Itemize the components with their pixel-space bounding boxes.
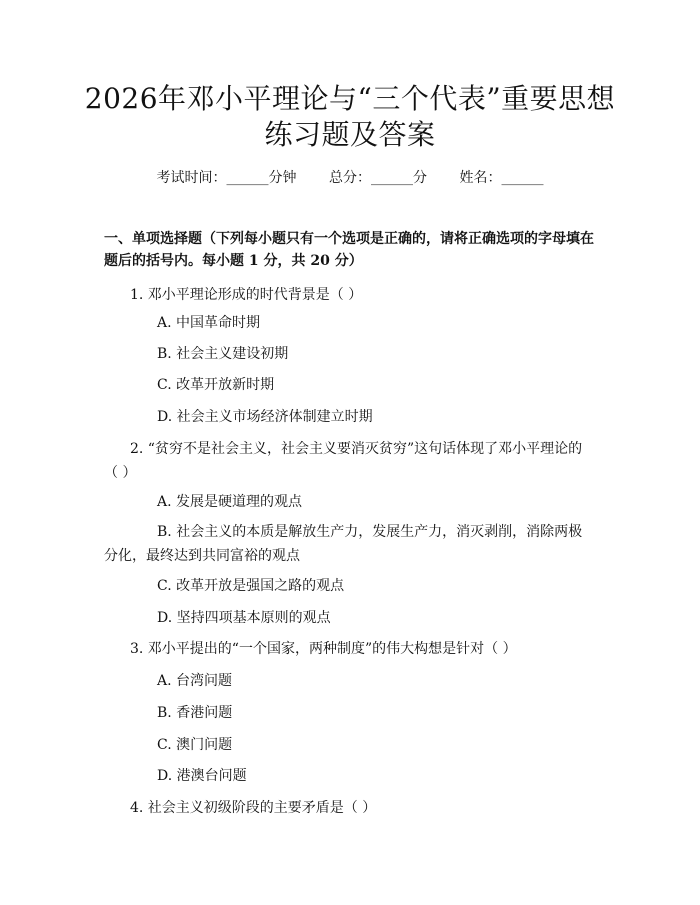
question-3-option-d: D. 港澳台问题	[157, 768, 247, 784]
question-1-option-b: B. 社会主义建设初期	[157, 346, 289, 362]
question-1-option-c: C. 改革开放新时期	[157, 377, 275, 393]
exam-time-field: 考试时间：______分钟	[156, 170, 297, 186]
section-header-single-choice: 一、单项选择题（下列每小题只有一个选项是正确的，请将正确选项的字母填在题后的括号内。每小题 1 分，共 20 分）	[104, 231, 594, 269]
question-2-option-d: D. 坚持四项基本原则的观点	[157, 610, 331, 626]
question-3-option-c: C. 澳门问题	[157, 737, 233, 753]
question-1-stem: 1. 邓小平理论形成的时代背景是（ ）	[130, 287, 363, 303]
total-score-field: 总分：______分	[329, 170, 427, 186]
question-2-option-c: C. 改革开放是强国之路的观点	[157, 578, 345, 594]
name-field: 姓名：______	[459, 170, 544, 186]
exam-info-line	[0, 168, 700, 188]
document-title-line-1: 2026年邓小平理论与“三个代表”重要思想	[84, 82, 616, 115]
question-3-option-b: B. 香港问题	[157, 705, 233, 721]
question-2-option-a: A. 发展是硬道理的观点	[157, 494, 303, 510]
question-1-option-d: D. 社会主义市场经济体制建立时期	[157, 409, 373, 425]
document-title-line-2: 练习题及答案	[264, 118, 436, 151]
question-3-stem: 3. 邓小平提出的“一个国家，两种制度”的伟大构想是针对（ ）	[130, 641, 517, 657]
question-2-option-b: B. 社会主义的本质是解放生产力，发展生产力，消灭剥削，消除两极分化，最终达到共同富裕的观点	[104, 524, 583, 564]
question-4-stem: 4. 社会主义初级阶段的主要矛盾是（ ）	[130, 800, 377, 816]
question-1-option-a: A. 中国革命时期	[157, 315, 261, 331]
question-2-stem: 2. “贫穷不是社会主义，社会主义要消灭贫穷”这句话体现了邓小平理论的（ ）	[104, 441, 583, 481]
question-3-option-a: A. 台湾问题	[157, 673, 233, 689]
